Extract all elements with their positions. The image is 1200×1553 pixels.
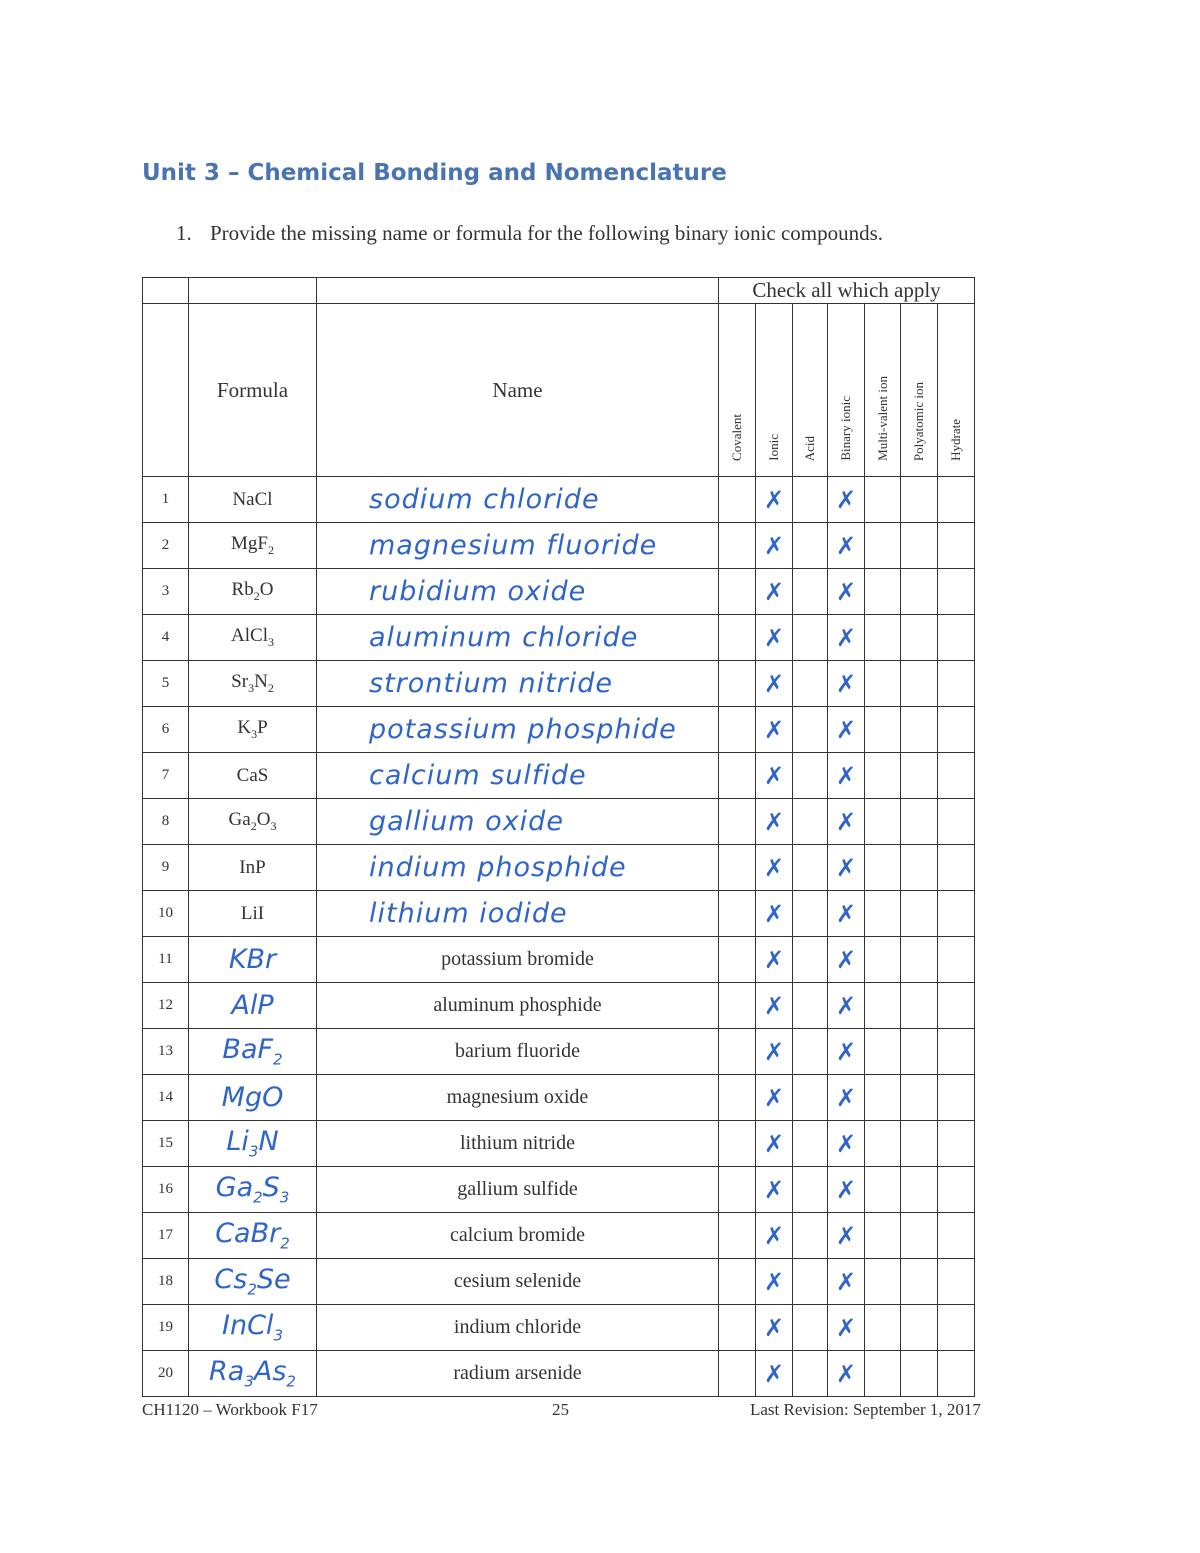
check-mark-ionic: ✗ [756,615,793,661]
check-cell-empty [865,523,901,569]
check-cell-empty [901,569,938,615]
formula-printed: $Ga_2O_3$ [189,799,317,845]
check-cell-empty [865,1167,901,1213]
check-cell-empty [719,983,756,1029]
check-mark-ionic: ✗ [756,477,793,523]
check-cell-empty [865,707,901,753]
check-cell-empty [793,1075,828,1121]
table-row [143,661,975,707]
check-cell-empty [901,661,938,707]
check-mark-ionic: ✗ [756,1259,793,1305]
row-number: 19 [143,1305,189,1351]
name-printed: barium fluoride [317,1029,719,1075]
check-mark-ionic: ✗ [756,523,793,569]
formula-printed: $Sr_3N_2$ [189,661,317,707]
row-number: 4 [143,615,189,661]
check-mark-ionic: ✗ [756,1213,793,1259]
check-cell-empty [793,707,828,753]
check-cell-empty [719,661,756,707]
check-cell-empty [901,477,938,523]
check-mark-ionic: ✗ [756,891,793,937]
check-cell-empty [865,799,901,845]
check-mark-ionic: ✗ [756,1121,793,1167]
row-number: 15 [143,1121,189,1167]
check-mark-binary-ionic: ✗ [828,1305,865,1351]
check-mark-ionic: ✗ [756,707,793,753]
check-mark-binary-ionic: ✗ [828,661,865,707]
check-mark-ionic: ✗ [756,1351,793,1397]
check-cell-empty [719,1213,756,1259]
table-row [143,707,975,753]
check-cell-empty [901,845,938,891]
column-header-label: Binary ionic [838,396,853,461]
check-cell-empty [793,891,828,937]
row-number: 9 [143,845,189,891]
check-cell-empty [793,1167,828,1213]
check-cell-empty [719,845,756,891]
column-header-hydrate [938,304,975,477]
check-mark-binary-ionic: ✗ [828,1213,865,1259]
check-cell-empty [901,753,938,799]
check-cell-empty [938,845,975,891]
formula-handwritten: $Li_3N$ [189,1121,317,1167]
check-cell-empty [901,1259,938,1305]
check-cell-empty [793,1305,828,1351]
name-handwritten: potassium phosphide [317,707,719,753]
check-mark-binary-ionic: ✗ [828,477,865,523]
column-header-label: Multi-valent ion [874,376,890,461]
check-cell-empty [901,1213,938,1259]
check-mark-binary-ionic: ✗ [828,845,865,891]
check-cell-empty [865,615,901,661]
row-number: 6 [143,707,189,753]
check-cell-empty [901,707,938,753]
check-cell-empty [901,1351,938,1397]
header-blank [189,278,317,304]
column-header-label: Acid [802,435,817,461]
name-handwritten: lithium iodide [317,891,719,937]
table-row [143,1075,975,1121]
row-number: 18 [143,1259,189,1305]
row-number: 14 [143,1075,189,1121]
check-cell-empty [938,753,975,799]
table-row [143,1213,975,1259]
formula-handwritten: MgO [189,1075,317,1121]
column-header-multi-valent-ion [865,304,901,477]
check-cell-empty [938,523,975,569]
table-row [143,615,975,661]
column-header-label: Covalent [729,414,744,461]
name-handwritten: magnesium fluoride [317,523,719,569]
name-handwritten: rubidium oxide [317,569,719,615]
check-mark-ionic: ✗ [756,1075,793,1121]
check-cell-empty [938,1029,975,1075]
check-cell-empty [719,523,756,569]
check-mark-binary-ionic: ✗ [828,799,865,845]
row-number: 1 [143,477,189,523]
check-cell-empty [719,1167,756,1213]
unit-title: Unit 3 – Chemical Bonding and Nomenclature [142,160,727,186]
check-mark-ionic: ✗ [756,799,793,845]
check-cell-empty [938,1213,975,1259]
table-row [143,1121,975,1167]
check-mark-binary-ionic: ✗ [828,1075,865,1121]
formula-handwritten: KBr [189,937,317,983]
formula-handwritten: $Ra_3As_2$ [189,1351,317,1397]
check-cell-empty [719,1121,756,1167]
check-mark-binary-ionic: ✗ [828,1121,865,1167]
check-cell-empty [901,799,938,845]
formula-printed: InP [189,845,317,891]
name-handwritten: sodium chloride [317,477,719,523]
check-cell-empty [865,1121,901,1167]
check-cell-empty [719,477,756,523]
table-row [143,983,975,1029]
compound-table [142,277,975,1397]
header-number [143,304,189,477]
check-cell-empty [793,1351,828,1397]
check-cell-empty [793,753,828,799]
check-cell-empty [793,1029,828,1075]
formula-handwritten: BaF$_2$ [189,1029,317,1075]
table-row [143,1259,975,1305]
check-cell-empty [901,1075,938,1121]
table-row [143,1305,975,1351]
check-cell-empty [719,799,756,845]
table-row [143,753,975,799]
formula-printed: $K_3P$ [189,707,317,753]
check-cell-empty [719,891,756,937]
check-mark-binary-ionic: ✗ [828,523,865,569]
question-text: Provide the missing name or formula for the following binary ionic compounds. [210,221,884,245]
check-mark-ionic: ✗ [756,661,793,707]
check-cell-empty [719,1305,756,1351]
check-cell-empty [901,1305,938,1351]
check-mark-binary-ionic: ✗ [828,1351,865,1397]
check-cell-empty [719,753,756,799]
check-cell-empty [865,983,901,1029]
check-mark-binary-ionic: ✗ [828,615,865,661]
table-row [143,799,975,845]
row-number: 10 [143,891,189,937]
row-number: 20 [143,1351,189,1397]
check-cell-empty [793,845,828,891]
check-cell-empty [793,937,828,983]
formula-printed: MgF$_2$ [189,523,317,569]
column-header-ionic [756,304,793,477]
table-row [143,477,975,523]
name-printed: radium arsenide [317,1351,719,1397]
name-printed: aluminum phosphide [317,983,719,1029]
table-row [143,569,975,615]
header-blank [143,278,189,304]
check-cell-empty [793,523,828,569]
check-cell-empty [719,569,756,615]
formula-printed: NaCl [189,477,317,523]
check-cell-empty [901,937,938,983]
check-cell-empty [938,891,975,937]
check-cell-empty [865,1213,901,1259]
check-cell-empty [901,615,938,661]
check-mark-binary-ionic: ✗ [828,707,865,753]
check-cell-empty [938,1075,975,1121]
name-handwritten: aluminum chloride [317,615,719,661]
name-printed: lithium nitride [317,1121,719,1167]
name-printed: indium chloride [317,1305,719,1351]
footer-revision: Last Revision: September 1, 2017 [750,1400,981,1419]
check-mark-binary-ionic: ✗ [828,937,865,983]
check-cell-empty [938,1259,975,1305]
check-cell-empty [865,1351,901,1397]
footer-page-number: 25 [552,1400,569,1419]
check-cell-empty [865,1305,901,1351]
row-number: 11 [143,937,189,983]
row-number: 17 [143,1213,189,1259]
check-mark-binary-ionic: ✗ [828,753,865,799]
name-handwritten: strontium nitride [317,661,719,707]
column-header-label: Polyatomic ion [911,381,926,461]
row-number: 7 [143,753,189,799]
check-cell-empty [938,1167,975,1213]
check-cell-empty [901,983,938,1029]
check-cell-empty [865,1259,901,1305]
check-cell-empty [865,937,901,983]
check-mark-ionic: ✗ [756,845,793,891]
name-printed: potassium bromide [317,937,719,983]
formula-printed: CaS [189,753,317,799]
check-cell-empty [793,661,828,707]
check-cell-empty [938,569,975,615]
column-header-acid [793,304,828,477]
check-cell-empty [901,1167,938,1213]
check-cell-empty [901,1121,938,1167]
formula-handwritten: CaBr$_2$ [189,1213,317,1259]
check-mark-binary-ionic: ✗ [828,1259,865,1305]
formula-printed: $Rb_2O$ [189,569,317,615]
formula-handwritten: $Ga_2S_3$ [189,1167,317,1213]
check-cell-empty [865,477,901,523]
check-cell-empty [793,983,828,1029]
table-row [143,1029,975,1075]
table-row [143,1167,975,1213]
check-mark-binary-ionic: ✗ [828,983,865,1029]
formula-printed: LiI [189,891,317,937]
name-printed: gallium sulfide [317,1167,719,1213]
check-cell-empty [865,891,901,937]
check-cell-empty [938,615,975,661]
check-cell-empty [938,477,975,523]
formula-handwritten: $Cs_2Se$ [189,1259,317,1305]
column-header-polyatomic-ion [901,304,938,477]
check-cell-empty [865,1075,901,1121]
check-cell-empty [865,845,901,891]
check-cell-empty [793,1213,828,1259]
column-header-label: Hydrate [948,419,963,461]
check-cell-empty [938,1305,975,1351]
check-mark-ionic: ✗ [756,1305,793,1351]
name-printed: calcium bromide [317,1213,719,1259]
check-mark-ionic: ✗ [756,983,793,1029]
check-mark-ionic: ✗ [756,753,793,799]
name-printed: magnesium oxide [317,1075,719,1121]
row-number: 3 [143,569,189,615]
row-number: 12 [143,983,189,1029]
check-cell-empty [793,615,828,661]
check-cell-empty [865,1029,901,1075]
check-mark-ionic: ✗ [756,1167,793,1213]
check-cell-empty [719,615,756,661]
row-number: 8 [143,799,189,845]
check-cell-empty [865,661,901,707]
check-cell-empty [793,1259,828,1305]
row-number: 16 [143,1167,189,1213]
table-row [143,937,975,983]
check-cell-empty [865,753,901,799]
check-cell-empty [938,799,975,845]
row-number: 2 [143,523,189,569]
check-mark-binary-ionic: ✗ [828,891,865,937]
table-row [143,845,975,891]
check-cell-empty [901,1029,938,1075]
row-number: 5 [143,661,189,707]
check-mark-ionic: ✗ [756,937,793,983]
column-header-label: Ionic [766,434,781,461]
check-cell-empty [938,983,975,1029]
check-cell-empty [719,1259,756,1305]
check-cell-empty [793,1121,828,1167]
table-row [143,891,975,937]
header-blank [317,278,719,304]
check-cell-empty [938,707,975,753]
check-cell-empty [719,1351,756,1397]
check-mark-binary-ionic: ✗ [828,569,865,615]
name-handwritten: calcium sulfide [317,753,719,799]
check-mark-ionic: ✗ [756,569,793,615]
column-header-binary-ionic [828,304,865,477]
check-mark-binary-ionic: ✗ [828,1029,865,1075]
check-cell-empty [793,569,828,615]
check-mark-ionic: ✗ [756,1029,793,1075]
table-row [143,1351,975,1397]
check-cell-empty [719,1075,756,1121]
check-cell-empty [938,661,975,707]
name-printed: cesium selenide [317,1259,719,1305]
check-cell-empty [938,1351,975,1397]
column-header-covalent [719,304,756,477]
name-handwritten: gallium oxide [317,799,719,845]
check-cell-empty [719,937,756,983]
formula-header: Formula [189,304,317,477]
check-all-header: Check all which apply [719,278,975,304]
formula-handwritten: AlP [189,983,317,1029]
check-cell-empty [938,1121,975,1167]
name-handwritten: indium phosphide [317,845,719,891]
check-mark-binary-ionic: ✗ [828,1167,865,1213]
formula-printed: AlCl$_3$ [189,615,317,661]
check-cell-empty [901,891,938,937]
formula-handwritten: InCl$_3$ [189,1305,317,1351]
check-cell-empty [719,1029,756,1075]
check-cell-empty [938,937,975,983]
question-number: 1. [176,221,192,245]
table-row [143,523,975,569]
check-cell-empty [865,569,901,615]
row-number: 13 [143,1029,189,1075]
name-header: Name [317,304,719,477]
check-cell-empty [793,799,828,845]
check-cell-empty [719,707,756,753]
footer-workbook: CH1120 – Workbook F17 [142,1400,318,1419]
question-prompt [176,221,883,246]
check-cell-empty [793,477,828,523]
check-cell-empty [901,523,938,569]
